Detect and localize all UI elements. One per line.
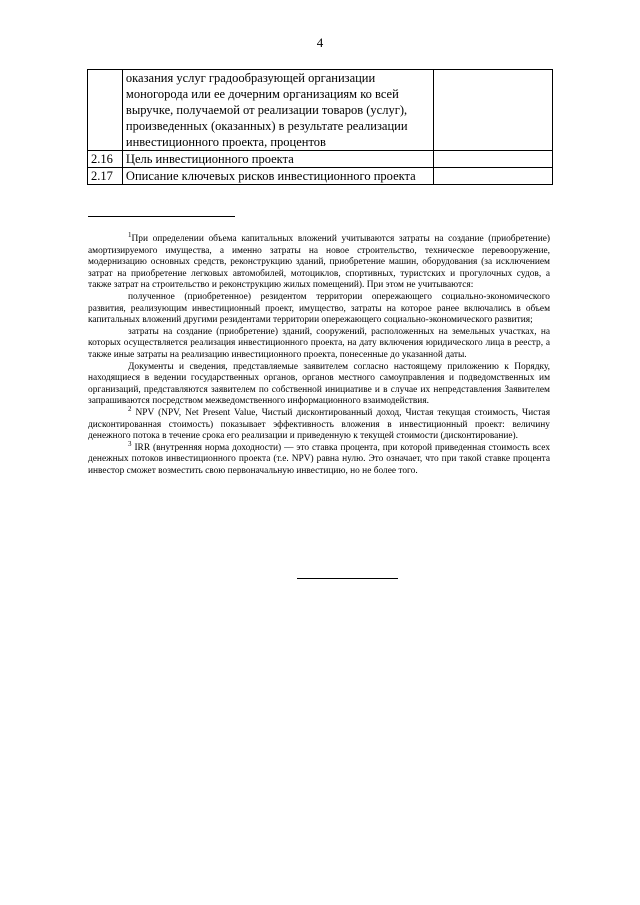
table-row <box>88 70 553 151</box>
footnote-mark: 1 <box>128 230 132 239</box>
footnote-text: IRR (внутренняя норма доходности) — это ставка процента, при которой приведенная стоимость всех денежных потоков инвестиционного проекта (т.е. NPV) равна нулю. Это означает, что при такой ставке процента инвестор сможет возместить свою первоначальную инвестицию, но не более того. <box>88 442 551 476</box>
row-value <box>434 168 553 185</box>
footnote-2 <box>88 404 551 443</box>
footnote-separator <box>88 216 235 217</box>
footnote-text: NPV (NPV, Net Present Value, Чистый дисконтированный доход, Чистая текущая стоимость, Чистая дисконтированная стоимость) показывает эффективность вложения в инвестиционный проект: величину денежного потока в течение срока его реализации и приведенную к текущей стоимости (дисконтирование). <box>88 407 551 442</box>
footnote-paragraph <box>88 362 550 408</box>
table-row <box>88 151 553 168</box>
row-text: Описание ключевых рисков инвестиционного проекта <box>122 168 433 185</box>
row-text: Цель инвестиционного проекта <box>122 151 433 168</box>
page-number: 4 <box>316 35 324 50</box>
table-row <box>88 168 553 185</box>
row-number: 2.17 <box>88 168 123 185</box>
row-number <box>88 70 123 151</box>
row-number: 2.16 <box>88 151 123 168</box>
footnote-mark: 2 <box>128 404 132 413</box>
row-value <box>434 151 553 168</box>
footnotes <box>88 230 551 477</box>
footnote-1 <box>88 230 550 292</box>
footnote-paragraph <box>88 327 550 362</box>
end-separator <box>297 578 398 579</box>
footnote-text: затраты на создание (приобретение) зданий, сооружений, расположенных на земельных участках, на которых осуществляется реализация инвестиционного проекта, на дату включения юридического лица в реестр, а также иные затраты на реализацию инвестиционного проекта, понесенные до указанной даты. <box>88 326 550 360</box>
footnote-text: При определении объема капитальных вложений учитываются затраты на создание (приобретение) амортизируемого имущества, а именно затраты на новое строительство, техническое перевооружение, модернизацию основных средств, реконструкцию зданий, приобретение машин, оборудования (за исключением затрат на приобретение легковых автомобилей, мотоциклов, спортивных, туристских и прогулочных судов, а также затрат на строительство и реконструкцию жилых помещений). При этом не учитываются: <box>88 234 550 291</box>
footnote-text: Документы и сведения, представляемые заявителем согласно настоящему приложению к Порядку, находящиеся в ведении государственных органов, органов местного самоуправления и подведомственных им организаций, представляются заявителем по собственной инициативе и в случае их непредставления Заявителем запрашиваются посредством межведомственного информационного взаимодействия. <box>88 361 550 407</box>
footnote-paragraph <box>88 292 550 327</box>
row-text: оказания услуг градообразующей организации моногорода или ее дочерним организациям ко всей выручке, получаемой от реализации товаров (услуг), произведенных (оказанных) в результате реализации инвестиционного проекта, процентов <box>122 70 433 151</box>
footnote-mark: 3 <box>128 439 132 448</box>
row-value <box>434 70 553 151</box>
footnote-3 <box>88 439 551 478</box>
application-table <box>87 69 553 185</box>
footnote-text: полученное (приобретенное) резидентом территории опережающего социально-экономического развития, реализующим инвестиционный проект, имущество, затраты на которое ранее включались в объем капитальных вложений другими резидентами территории опережающего социально-экономического развития; <box>88 291 550 326</box>
